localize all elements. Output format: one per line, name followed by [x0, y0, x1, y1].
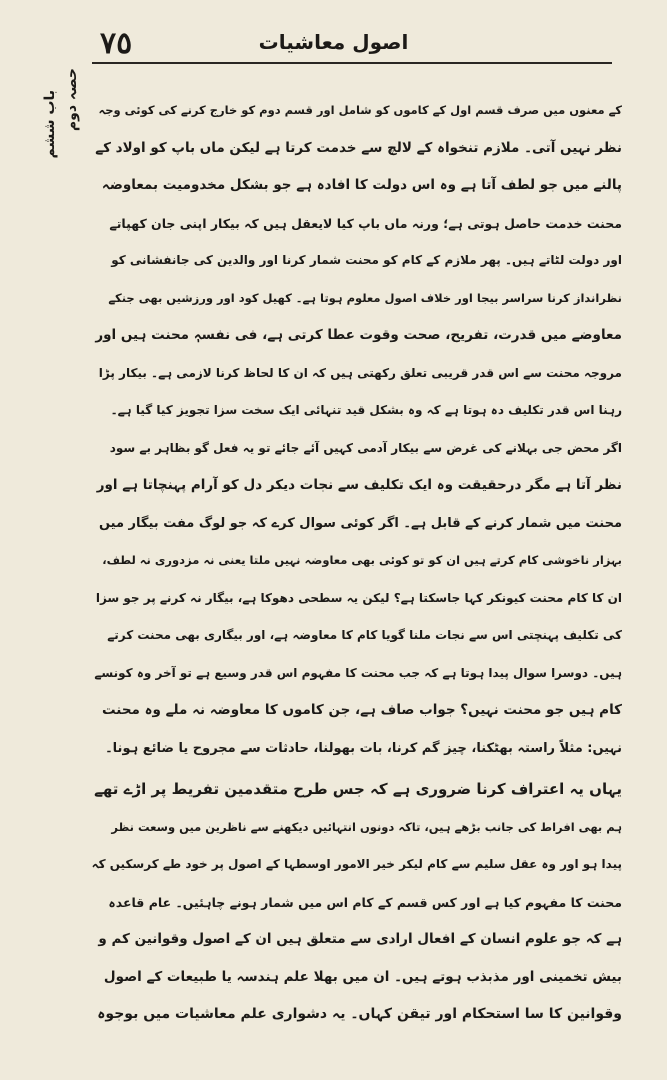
text-line: بہزار ناخوشی کام کرتے ہیں ان کو تو کوئی بھی معاوضہ نہیں ملتا یعنی نہ مزدوری نہ لطف،	[102, 553, 622, 567]
body-text	[92, 92, 622, 1034]
text-line: محنت خدمت حاصل ہوتی ہے؛ ورنہ ماں باپ کیا لایعقل ہیں کہ بیکار اپنی جان کھپاتے	[109, 215, 622, 231]
text-line: اگر محض جی بہلانے کی غرض سے بیکار آدمی کہیں آئے جائے تو یہ فعل گو بظاہر بے سود	[109, 440, 622, 455]
text-line: اور دولت لٹاتے ہیں۔ پھر ملازم کے کام کو محنت شمار کرنا اور والدین کی جانفشانی کو	[111, 253, 622, 267]
text-line: محنت کا مفہوم کیا ہے اور کس قسم کے کام اس میں شمار ہونے چاہئیں۔ عام قاعدہ	[108, 894, 622, 910]
running-title: اصول معاشیات	[258, 30, 409, 54]
text-line: کی تکلیف پہنچتی اس سے نجات ملنا گویا کام کا معاوضہ ہے، اور بیگاری بھی محنت کرتے	[107, 628, 622, 642]
margin-part-label: حصہ دوم	[64, 68, 80, 132]
text-line: نظرانداز کرنا سراسر بیجا اور خلاف اصول معلوم ہوتا ہے۔ کھیل کود اور ورزشیں بھی جنکے	[108, 290, 622, 305]
text-line: نظر آتا ہے مگر درحقیقت وہ ایک تکلیف سے نجات دیکر دل کو آرام پہنچاتا ہے اور	[96, 477, 622, 493]
text-line: کام ہیں جو محنت نہیں؟ جواب صاف ہے، جن کاموں کا معاوضہ نہ ملے وہ محنت	[102, 702, 622, 718]
text-line: معاوضے میں قدرت، تفریح، صحت وقوت عطا کرتی ہے، فی نفسہٖ محنت ہیں اور	[95, 327, 622, 343]
text-line: یہاں یہ اعتراف کرنا ضروری ہے کہ جس طرح متقدمین تفریط پر اڑے تھے	[94, 780, 622, 798]
page-number: ٧٥	[100, 26, 133, 61]
margin-note	[6, 60, 96, 260]
text-line: ہیں۔ دوسرا سوال پیدا ہوتا ہے کہ جب محنت کا مفہوم اس قدر وسیع ہے تو آخر وہ کونسے	[94, 665, 622, 680]
text-line: بیش تخمینی اور مذبذب ہوتے ہیں۔ ان میں بھلا علم ہندسہ یا طبیعات کے اصول	[103, 968, 622, 985]
text-line: ہے کہ جو علوم انسان کے افعال ارادی سے متعلق ہیں ان کے اصول وقوانین کم و	[98, 931, 622, 947]
text-line: محنت میں شمار کرنے کے قابل ہے۔ اگر کوئی سوال کرے کہ جو لوگ مفت بیگار میں	[98, 515, 622, 531]
text-line: کے معنوں میں صرف قسم اول کے کاموں کو شامل اور قسم دوم کو خارج کرنے کی کوئی وجہ	[98, 103, 622, 117]
text-line: مروجہ محنت سے اس قدر قریبی تعلق رکھتی ہیں کہ ان کا لحاظ کرنا لازمی ہے۔ بیکار پڑا	[98, 365, 622, 380]
text-line: نظر نہیں آتی۔ ملازم تنخواہ کے لالچ سے خدمت کرتا ہے لیکن ماں باپ کو اولاد کے	[95, 139, 622, 156]
text-line: نہیں: مثلاً راستہ بھٹکنا، چیز گم کرنا، بات بھولنا، حادثات سے مجروح یا ضائع ہونا۔	[105, 740, 622, 756]
header-divider	[92, 62, 612, 64]
text-line: رہنا اس قدر تکلیف دہ ہوتا ہے کہ وہ بشکل قید تنہائی ایک سخت سزا تجویز کیا گیا ہے۔	[110, 403, 622, 417]
text-line: ہم بھی افراط کی جانب بڑھے ہیں، تاکہ دونوں انتہائیں دیکھنے سے ناظرین میں وسعت نظر	[111, 819, 622, 834]
text-line: وقوانین کا سا استحکام اور تیقن کہاں۔ یہ دشواری علم معاشیات میں بوجوہ	[97, 1006, 622, 1022]
text-line: پالنے میں جو لطف آتا ہے وہ اس دولت کا افادہ ہے جو بشکل مخدومیت بمعاوضہ	[101, 177, 622, 193]
margin-chapter-label: باب ششم	[42, 90, 58, 159]
text-line: ان کا کام محنت کیونکر کہا جاسکتا ہے؟ لیکن یہ سطحی دھوکا ہے، بیگار نہ کرنے پر جو سزا	[95, 590, 622, 605]
text-line: پیدا ہو اور وہ عقل سلیم سے کام لیکر خیر الامور اوسطہا کے اصول پر خود طے کرسکیں کہ	[92, 857, 622, 871]
